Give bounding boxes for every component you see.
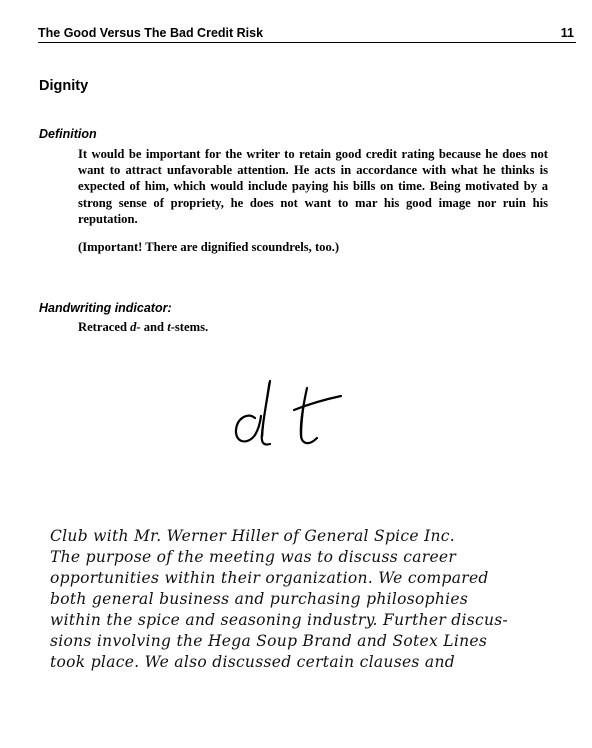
definition-text: It would be important for the writer to retain good credit rating because he does not want to attract unfavorable attention. He acts in accordance with what he thinks is expected of him, which would include paying his bills on time. Being motivated by a strong sense of propriety, he does not want to mar his good image nor ruin his reputation. bbox=[78, 147, 548, 226]
section-title: Dignity bbox=[39, 78, 89, 94]
handwriting-line: both general business and purchasing philosophies bbox=[50, 590, 469, 608]
handwriting-line: sions involving the Hega Soup Brand and Sotex Lines bbox=[50, 632, 488, 650]
page-number: 11 bbox=[560, 26, 574, 40]
handwriting-sample bbox=[50, 526, 570, 673]
indicator-middle: - and bbox=[136, 320, 168, 334]
retraced-dt-sample bbox=[225, 372, 355, 462]
handwriting-line: took place. We also discussed certain clauses and bbox=[50, 653, 455, 671]
running-header bbox=[38, 25, 576, 43]
indicator-letter-d: d bbox=[130, 320, 137, 334]
handwriting-indicator-label: Handwriting indicator: bbox=[39, 301, 172, 315]
important-note: (Important! There are dignified scoundrels, too.) bbox=[78, 240, 340, 254]
definition-label: Definition bbox=[39, 127, 97, 141]
indicator-suffix: -stems. bbox=[170, 320, 209, 334]
handwriting-indicator-text bbox=[78, 319, 548, 335]
handwriting-line: opportunities within their organization. We compared bbox=[50, 569, 489, 587]
indicator-prefix: Retraced bbox=[78, 320, 131, 334]
handwriting-line: within the spice and seasoning industry. Further discus- bbox=[50, 611, 509, 629]
header-title: The Good Versus The Bad Credit Risk bbox=[38, 26, 264, 40]
handwriting-line: Club with Mr. Werner Hiller of General Spice Inc. bbox=[50, 527, 456, 545]
handwriting-line: The purpose of the meeting was to discuss career bbox=[50, 548, 457, 566]
indicator-letter-t: t bbox=[167, 320, 171, 334]
